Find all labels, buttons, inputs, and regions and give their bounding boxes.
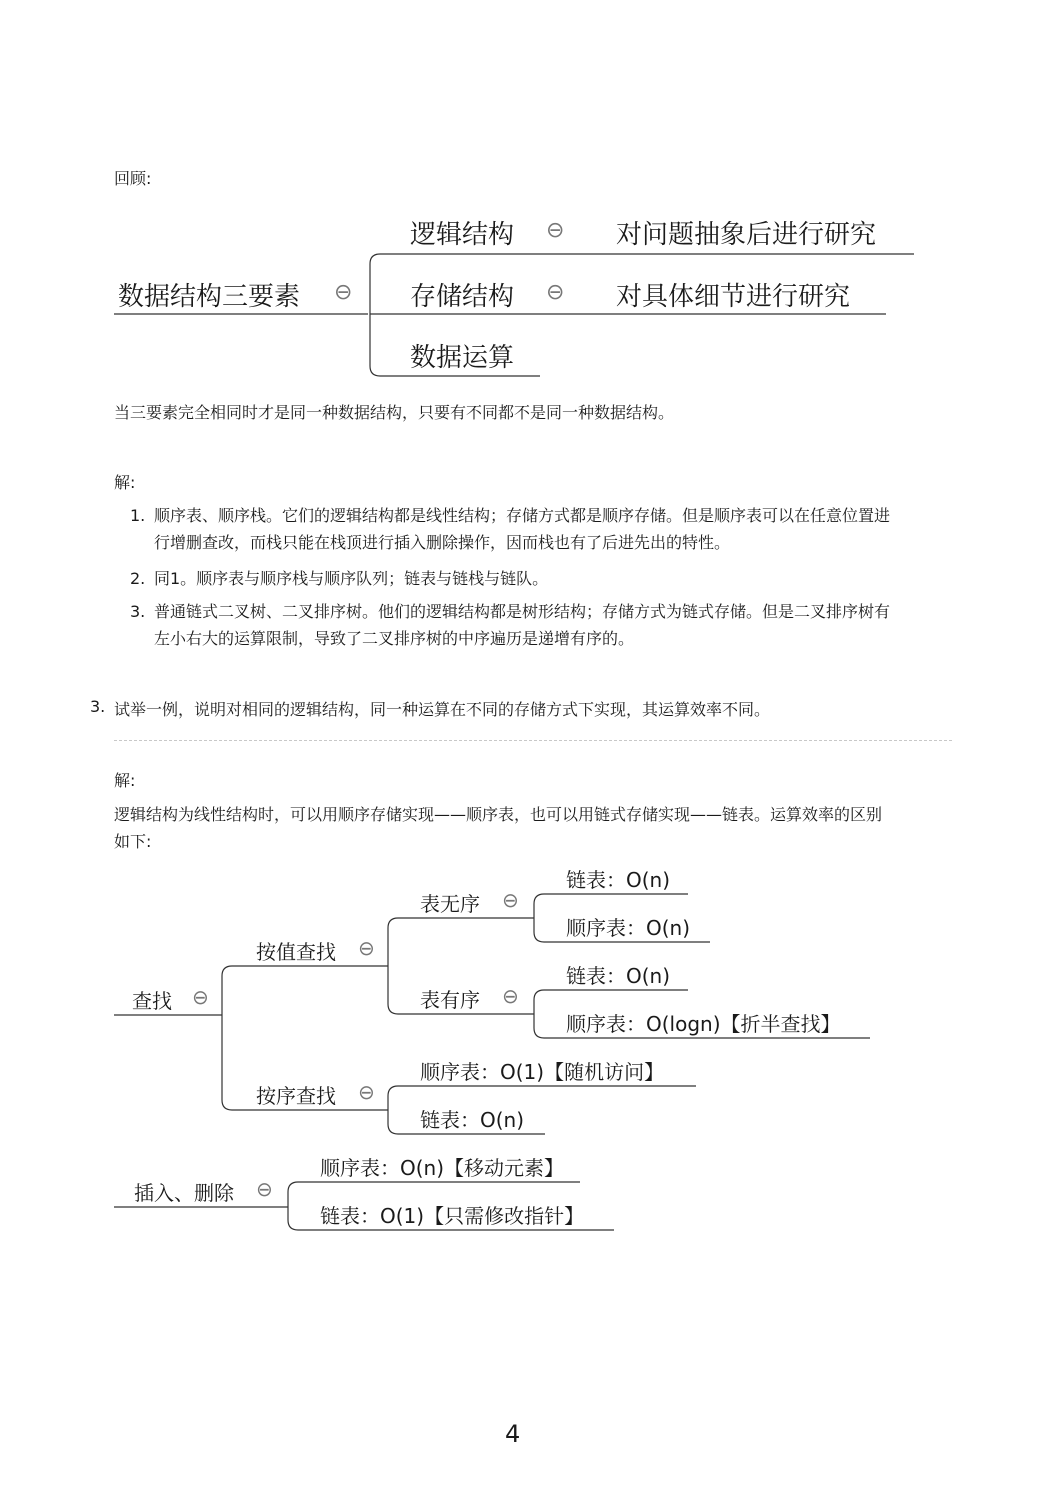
answer-text: 逻辑结构为线性结构时，可以用顺序存储实现——顺序表，也可以用链式存储实现——链表。运算效率的区别 (114, 805, 883, 824)
collapse-icon[interactable]: ⊖ (358, 1080, 375, 1104)
mindmap1-root: 数据结构三要素 (118, 282, 301, 312)
node-ordered: 表有序 (420, 988, 480, 1012)
list-text: 普通链式二叉树、二叉排序树。他们的逻辑结构都是树形结构；存储方式为链式存储。但是二叉排序树有 (154, 602, 891, 621)
collapse-icon[interactable]: ⊖ (502, 888, 519, 912)
page-number: 4 (505, 1420, 521, 1448)
review-label: 回顾: (114, 169, 152, 188)
leaf-sequential-list: 顺序表：O(n)【移动元素】 (320, 1156, 565, 1180)
list-number: 3. (130, 602, 146, 621)
question-number: 3. (90, 697, 106, 716)
list-text: 顺序表、顺序栈。它们的逻辑结构都是线性结构；存储方式都是顺序存储。但是顺序表可以在任意位置进 (154, 506, 891, 525)
node-unordered: 表无序 (420, 892, 480, 916)
collapse-icon[interactable]: ⊖ (358, 936, 375, 960)
question-text: 试举一例，说明对相同的逻辑结构，同一种运算在不同的存储方式下实现，其运算效率不同。 (114, 700, 771, 719)
collapse-icon[interactable]: ⊖ (256, 1177, 273, 1201)
branch-storage-desc: 对具体细节进行研究 (616, 282, 851, 312)
leaf-sequential-list: 顺序表：O(logn)【折半查找】 (566, 1012, 841, 1036)
summary-text: 当三要素完全相同时才是同一种数据结构，只要有不同都不是同一种数据结构。 (114, 403, 675, 422)
branch-logical-desc: 对问题抽象后进行研究 (616, 220, 877, 250)
leaf-linked-list: 链表：O(n) (566, 964, 671, 988)
list-text: 行增删查改，而栈只能在栈顶进行插入删除操作，因而栈也有了后进先出的特性。 (154, 533, 731, 552)
leaf-linked-list: 链表：O(n) (420, 1108, 525, 1132)
branch-data-operation: 数据运算 (410, 343, 515, 373)
node-insert-delete: 插入、删除 (134, 1181, 234, 1205)
divider (114, 740, 952, 741)
node-search: 查找 (132, 989, 172, 1013)
answer-label: 解: (114, 473, 136, 492)
list-text: 左小右大的运算限制，导致了二叉排序树的中序遍历是递增有序的。 (154, 629, 635, 648)
list-text: 同1。顺序表与顺序栈与顺序队列；链表与链栈与链队。 (154, 569, 549, 588)
leaf-sequential-list: 顺序表：O(1)【随机访问】 (420, 1060, 665, 1084)
node-search-by-index: 按序查找 (256, 1084, 336, 1108)
collapse-icon[interactable]: ⊖ (192, 985, 209, 1009)
list-number: 1. (130, 506, 146, 525)
leaf-linked-list: 链表：O(n) (566, 868, 671, 892)
branch-logical-structure: 逻辑结构 (410, 220, 515, 250)
collapse-icon[interactable]: ⊖ (502, 984, 519, 1008)
answer-label: 解: (114, 771, 136, 790)
leaf-linked-list: 链表：O(1)【只需修改指针】 (320, 1204, 585, 1228)
answer-text: 如下: (114, 832, 152, 851)
collapse-icon[interactable]: ⊖ (334, 280, 353, 305)
list-number: 2. (130, 569, 146, 588)
collapse-icon[interactable]: ⊖ (546, 218, 565, 243)
branch-storage-structure: 存储结构 (410, 282, 515, 312)
leaf-sequential-list: 顺序表：O(n) (566, 916, 691, 940)
collapse-icon[interactable]: ⊖ (546, 280, 565, 305)
node-search-by-value: 按值查找 (256, 940, 336, 964)
